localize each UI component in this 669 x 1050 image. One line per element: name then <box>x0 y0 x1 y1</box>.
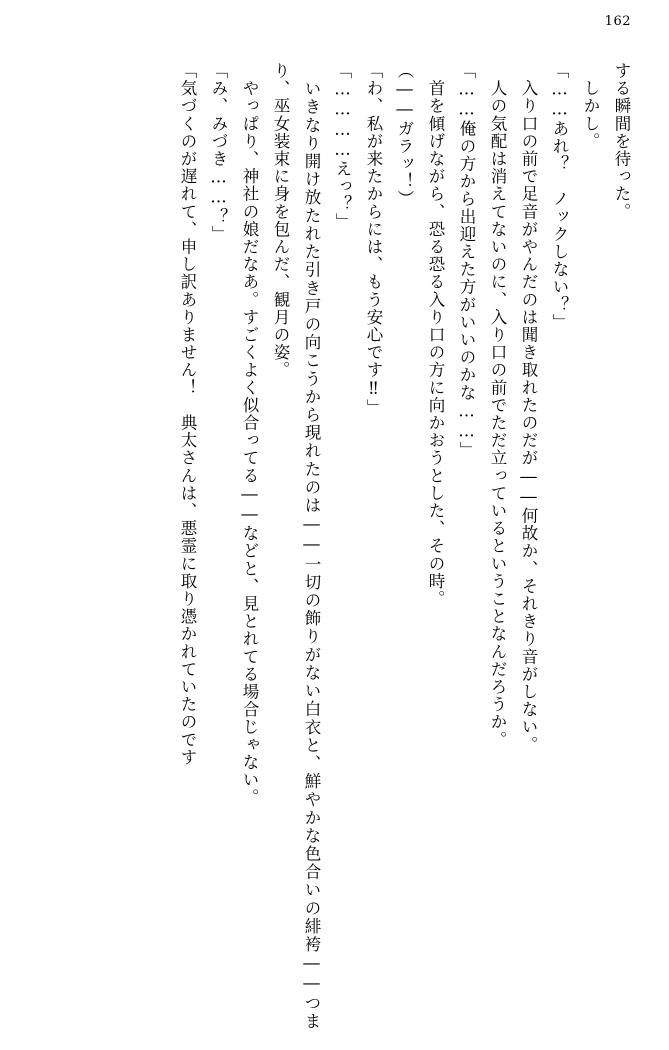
page-number: 162 <box>604 14 631 29</box>
page-text <box>24 62 637 1030</box>
paragraph: 「…………えっ？」 <box>333 62 352 231</box>
paragraph: 「気づくのが遅れて、申し訳ありません！ 典太さんは、悪霊に取り憑かれていたのです <box>178 62 197 766</box>
paragraph: する瞬間を待った。 <box>612 62 631 221</box>
paragraph: しかし。 <box>581 62 600 150</box>
paragraph: 「み、みづき……？」 <box>209 62 228 243</box>
paragraph: 入り口の前で足音がやんだのは聞き取れたのだが――何故か、それきり音がしない。 <box>519 62 538 754</box>
paragraph: 首を傾げながら、恐る恐る入り口の方に向かおうとした、その時。 <box>426 62 445 608</box>
paragraph: やっぱり、神社の娘だなあ。すごくよく似合ってる――などと、見とれてる場合じゃない。 <box>240 62 259 807</box>
paragraph: 「……あれ？ ノックしない？」 <box>550 62 569 331</box>
paragraph: 「わ、私が来たからには、もう安心です‼」 <box>364 62 383 417</box>
paragraph: 人の気配は消えてないのに、入り口の前でただ立っているということなんだろうか。 <box>488 62 507 749</box>
paragraph: いきなり開け放たれた引き戸の向こうから現れたのは――一切の飾りがない白衣と、鮮やかな色合いの緋袴――つまり、巫女装束に身を包んだ、観月の姿。 <box>271 62 321 1030</box>
paragraph: 「……俺の方から出迎えた方がいいのかな……」 <box>457 62 476 460</box>
paragraph: （――ガラッ！） <box>395 62 414 208</box>
